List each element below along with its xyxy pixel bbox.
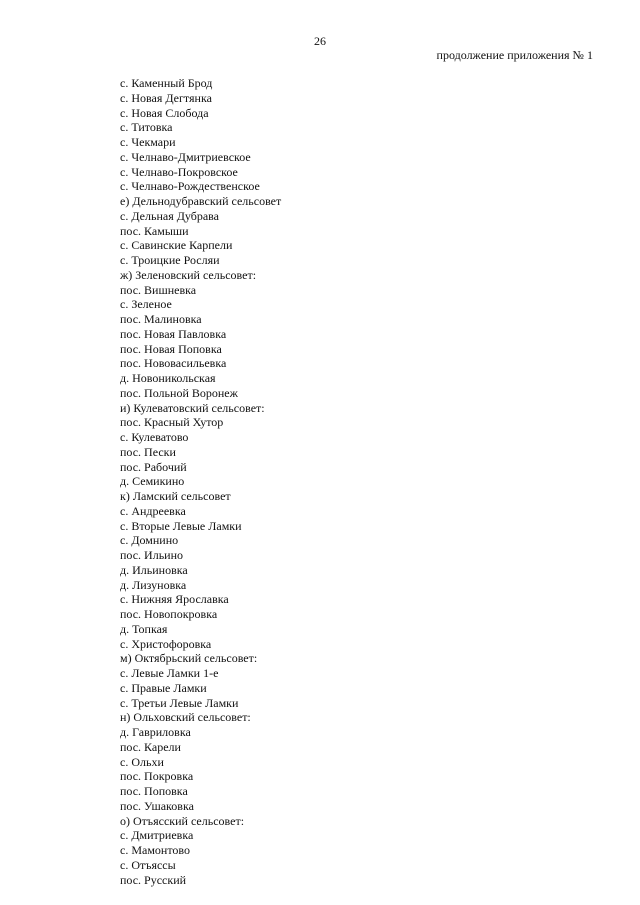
list-item: с. Савинские Карпели [120,238,233,253]
list-item: с. Левые Ламки 1-е [120,666,219,680]
list-item: с. Каменный Брод [120,76,213,90]
list-item: пос. Красный Хутор [120,415,224,430]
list-item: д. Топкая [120,621,168,636]
list-item: пос. Нововасильевка [120,356,227,371]
list-item: пос. Поповка [120,784,188,798]
list-item: с. Дмитриевка [120,828,194,843]
list-item: с. Правые Ламки [120,680,207,695]
list-item: пос. Польной Воронеж [120,385,238,400]
settlement-list [120,76,281,887]
list-item: пос. Камыши [120,223,189,238]
list-item: ж) Зеленовский сельсовет: [120,267,257,282]
list-item: пос. Новопокровка [120,607,218,621]
list-item: с. Чекмари [120,135,176,149]
list-item: с. Челнаво-Рождественское [120,179,260,194]
list-item: с. Кулеватово [120,430,189,444]
list-item: м) Октябрьский сельсовет: [120,651,258,666]
list-item: о) Отъясский сельсовет: [120,813,245,828]
list-item: д. Гавриловка [120,725,191,739]
list-item: с. Домнино [120,533,179,548]
appendix-continuation-label: продолжение приложения № 1 [436,48,593,62]
list-item: с. Титовка [120,120,173,135]
list-item: д. Семикино [120,474,185,489]
list-item: д. Новоникольская [120,371,216,385]
list-item: с. Нижняя Ярославка [120,592,229,607]
list-item: пос. Карели [120,739,181,754]
list-item: с. Ольхи [120,754,164,769]
list-item: пос. Малиновка [120,312,202,326]
list-item: с. Троицкие Росляи [120,253,220,267]
list-item: пос. Ушаковка [120,798,194,813]
list-item: пос. Ильино [120,548,184,562]
list-item: с. Вторые Левые Ламки [120,518,242,533]
list-item: с. Челнаво-Дмитриевское [120,149,251,164]
list-item: с. Мамонтово [120,843,191,857]
list-item: пос. Пески [120,444,176,459]
list-item: с. Новая Слобода [120,105,209,120]
list-item: с. Дельная Дубрава [120,208,220,223]
list-item: с. Отъяссы [120,857,176,872]
list-item: к) Ламский сельсовет [120,489,231,503]
list-item: пос. Покровка [120,769,194,784]
list-item: с. Челнаво-Покровское [120,164,238,179]
list-item: д. Ильиновка [120,562,188,577]
list-item: с. Новая Дегтянка [120,90,212,105]
list-item: н) Ольховский сельсовет: [120,710,251,725]
list-item: с. Христофоровка [120,636,212,651]
list-item: пос. Русский [120,872,187,887]
list-item: с. Андреевка [120,503,186,518]
list-item: пос. Рабочий [120,459,187,474]
list-item: пос. Новая Павловка [120,326,227,341]
list-item: пос. Новая Поповка [120,341,222,356]
list-item: е) Дельнодубравский сельсовет [120,194,282,208]
list-item: с. Третьи Левые Ламки [120,695,239,710]
list-item: и) Кулеватовский сельсовет: [120,400,265,415]
list-item: д. Лизуновка [120,577,187,592]
list-item: с. Зеленое [120,297,172,312]
list-item: пос. Вишневка [120,282,197,297]
page-number: 26 [314,34,326,48]
